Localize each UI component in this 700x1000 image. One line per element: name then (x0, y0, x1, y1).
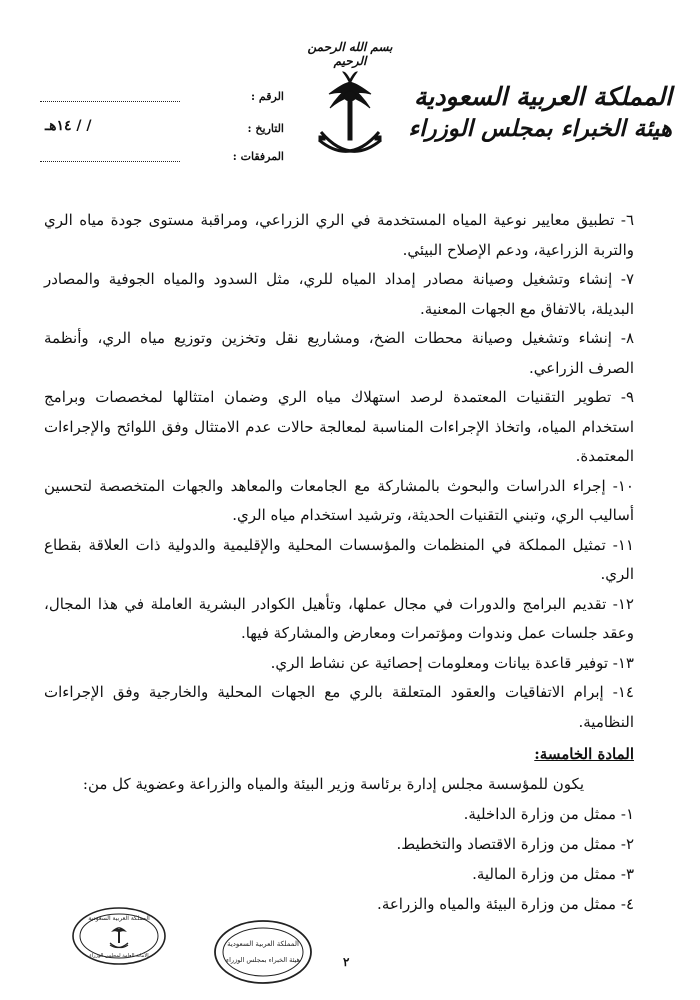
list-item: ١٤- إبرام الاتفاقيات والعقود المتعلقة بالري مع الجهات المحلية والخارجية وفق الإجراءات النظامية. (44, 683, 634, 731)
member-item: ٣- ممثل من وزارة المالية. (472, 865, 634, 883)
reference-line (40, 101, 180, 102)
list-item: ١٣- توفير قاعدة بيانات ومعلومات إحصائية عن نشاط الري. (270, 653, 634, 672)
organization-country: المملكة العربية السعودية (413, 82, 672, 111)
list-item: ١٢- تقديم البرامج والدورات في مجال عملها، وتأهيل الكوادر البشرية العاملة في هذا المجال، وعقد جلسات عمل وندوات ومؤتمرات ومعارض والمشاركة فيها. (44, 594, 634, 642)
article-heading: المادة الخامسة: (534, 745, 634, 763)
reference-label: الرقم : (251, 90, 284, 103)
document-body (44, 206, 634, 919)
official-seal-left (70, 905, 168, 967)
page-number: ٢ (343, 955, 350, 969)
svg-text:المملكة العربية السعودية: المملكة العربية السعودية (88, 915, 150, 922)
basmala: بسم الله الرحمن الرحيم (307, 40, 393, 68)
date-label: التاريخ : (247, 122, 284, 135)
saudi-emblem-icon (315, 70, 385, 180)
list-item: ١٠- إجراء الدراسات والبحوث بالمشاركة مع الجامعات والمعاهد والجهات المتخصصة لتحسين أساليب الري، وتبني التقنيات الحديثة، وترشيد استخدام مياه الري. (44, 476, 634, 524)
official-seal-right (212, 918, 314, 986)
member-item: ١- ممثل من وزارة الداخلية. (463, 805, 634, 823)
svg-text:الأمانة العامة لمجلس الوزراء: الأمانة العامة لمجلس الوزراء (89, 953, 149, 959)
article-intro: يكون للمؤسسة مجلس إدارة برئاسة وزير البيئة والمياه والزراعة وعضوية كل من: (82, 775, 584, 793)
member-item: ٢- ممثل من وزارة الاقتصاد والتخطيط. (396, 835, 634, 853)
list-item: ٩- تطوير التقنيات المعتمدة لرصد استهلاك مياه الري وضمان امتثالها لمخصصات وبرامج استخدام المياه، واتخاذ الإجراءات المناسبة لمعالجة حالات عدم الامتثال وفق اللوائح والإجراءات المعتمدة. (44, 388, 634, 465)
list-item: ١١- تمثيل المملكة في المنظمات والمؤسسات المحلية والإقليمية والدولية ذات العلاقة بقطاع الري. (44, 535, 634, 583)
list-item: ٨- إنشاء وتشغيل وصيانة محطات الضخ، ومشاريع نقل وتخزين وتوزيع مياه الري، وأنظمة الصرف الزراعي. (44, 329, 634, 377)
organization-name: هيئة الخبراء بمجلس الوزراء (408, 115, 672, 142)
svg-text:المملكة العربية السعودية: المملكة العربية السعودية (227, 940, 299, 948)
member-item: ٤- ممثل من وزارة البيئة والمياه والزراعة. (377, 895, 634, 913)
date-format: / / ١٤هـ (45, 118, 92, 134)
list-item: ٧- إنشاء وتشغيل وصيانة مصادر إمداد المياه للري، مثل السدود والمياه الجوفية والمصادر البديلة، بالاتفاق مع الجهات المعنية. (44, 270, 634, 318)
svg-text:هيئة الخبراء بمجلس الوزراء: هيئة الخبراء بمجلس الوزراء (226, 956, 300, 964)
list-item: ٦- تطبيق معايير نوعية المياه المستخدمة في الري الزراعي، ومراقبة مستوى جودة مياه الري والتربة الزراعية، ودعم الإصلاح البيئي. (44, 211, 634, 259)
attachments-line (40, 161, 180, 162)
attachments-label: المرفقات : (232, 150, 284, 163)
